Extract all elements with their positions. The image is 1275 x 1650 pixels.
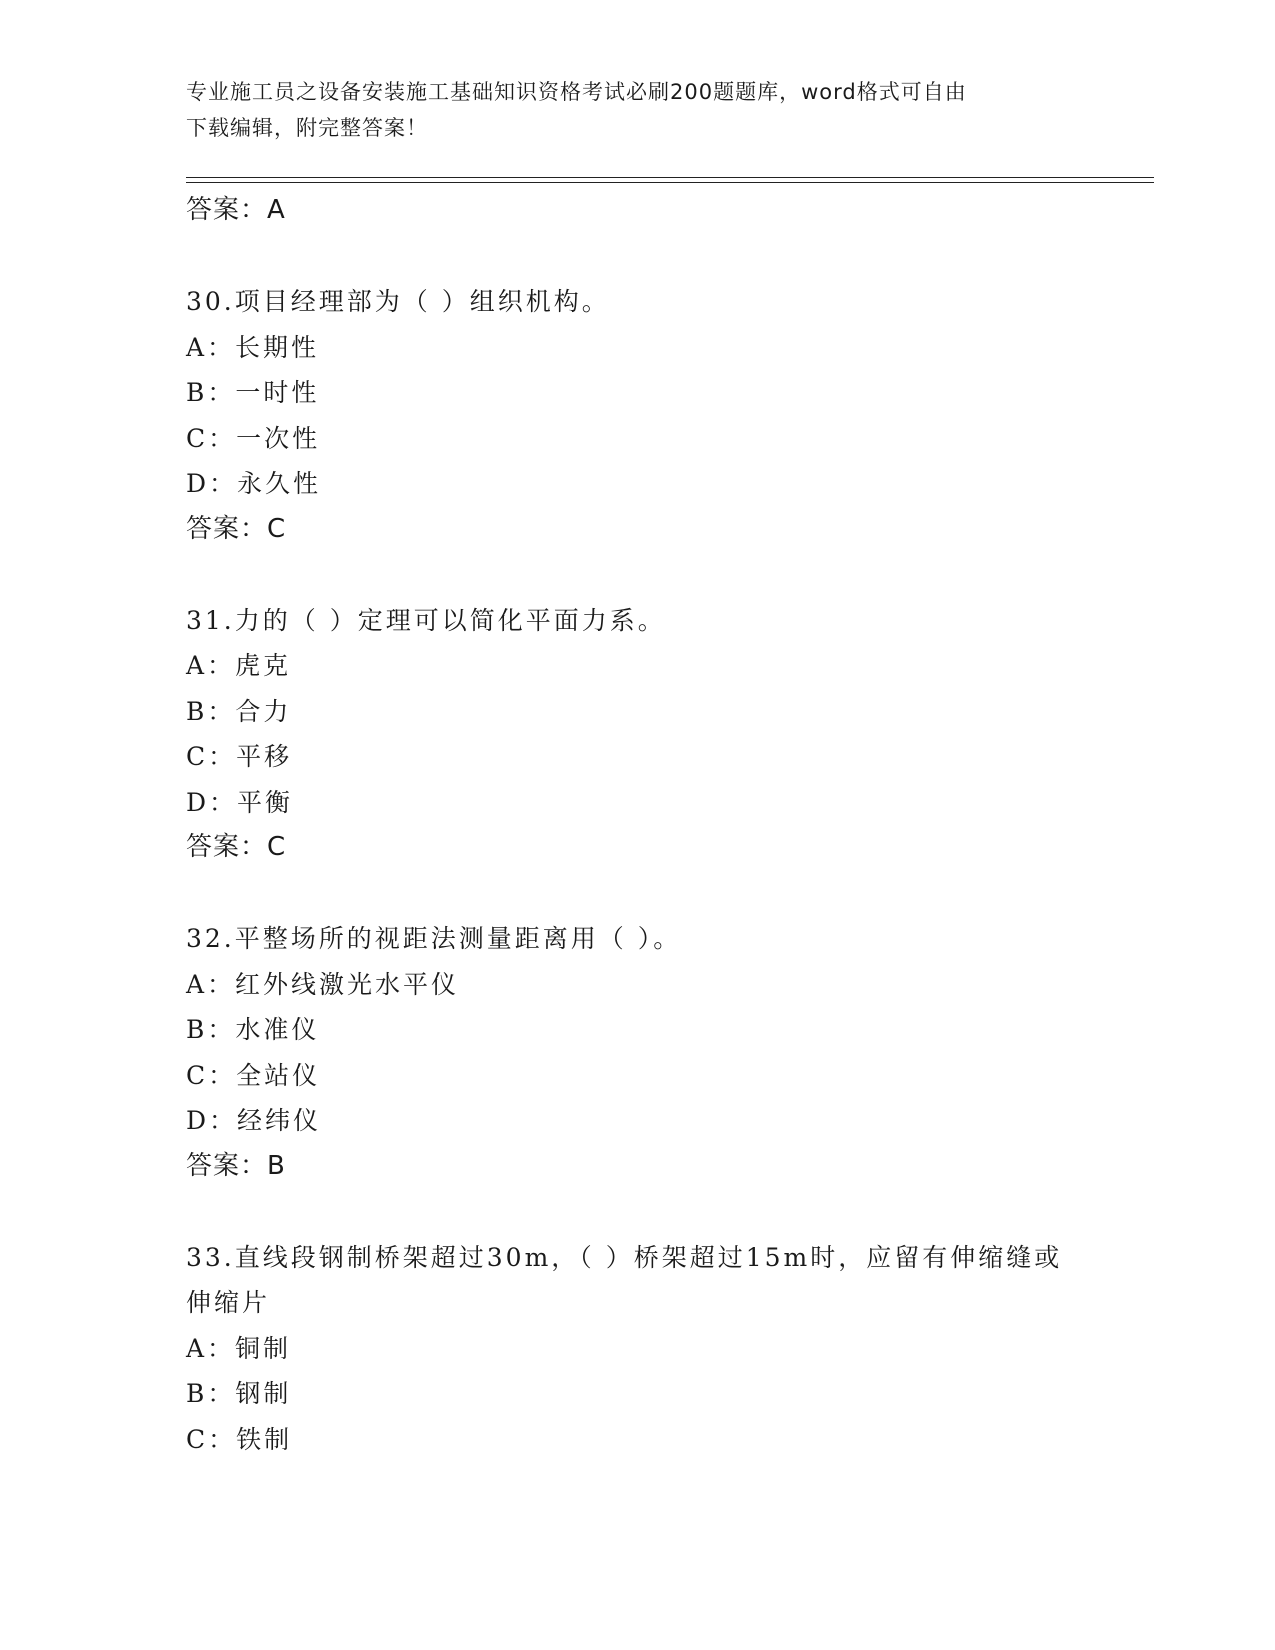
spacer [186,871,1086,917]
option-b: B：一时性 [186,378,320,407]
option-c: C：平移 [186,742,293,771]
option-a: A：虎克 [186,651,292,680]
option-d: D：平衡 [186,787,294,817]
answer-line: 答案：C [186,832,287,862]
question-stem: 31.力的（ ）定理可以简化平面力系。 [186,605,666,635]
option-a: A：红外线激光水平仪 [186,969,460,999]
answer-line: 答案：B [186,1150,286,1181]
question-stem: 32.平整场所的视距法测量距离用（ ）。 [186,924,682,953]
option-c: C：一次性 [186,423,321,453]
option-a: A：铜制 [186,1333,292,1363]
option-b: B：水准仪 [186,1015,320,1044]
answer-line: 答案：A [186,195,286,225]
option-a: A：长期性 [186,332,320,362]
question-31 [186,598,1086,871]
answer-line: 答案：C [186,513,287,544]
header-divider-top [186,177,1154,178]
document-header [186,74,1086,146]
option-d: D：经纬仪 [186,1106,322,1135]
question-stem-line-1: 33.直线段钢制桥架超过30m，（ ）桥架超过15m时，应留有伸缩缝或 [186,1242,1063,1272]
option-d: D：永久性 [186,469,322,498]
spacer [186,1189,1086,1235]
option-b: B：钢制 [186,1379,292,1408]
header-line-1: 专业施工员之设备安装施工基础知识资格考试必刷200题题库，word格式可自由 [186,80,967,104]
question-30 [186,279,1086,552]
document-body [186,188,1086,1462]
spacer [186,234,1086,280]
option-b: B：合力 [186,696,292,726]
spacer [186,552,1086,598]
option-c: C：全站仪 [186,1060,321,1090]
header-divider-bottom [186,182,1154,183]
question-32 [186,916,1086,1189]
question-stem: 30.项目经理部为（ ）组织机构。 [186,287,610,316]
option-c: C：铁制 [186,1424,293,1454]
question-33 [186,1235,1086,1463]
question-stem-line-2: 伸缩片 [186,1288,271,1317]
header-line-2: 下载编辑，附完整答案！ [186,116,428,140]
